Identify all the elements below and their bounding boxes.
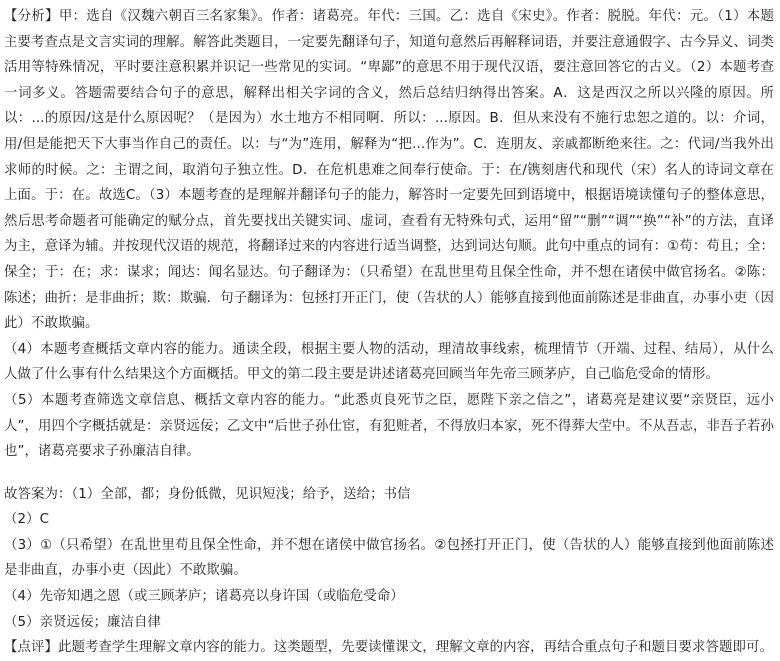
answer-4: （4）先帝知遇之恩（或三顾茅庐；诸葛亮以身许国（或临危受命） (4, 589, 404, 605)
analysis-paragraph-4: （4）本题考查概括文章内容的能力。通读全段，根据主要人物的活动，理清故事线索，梳理情节（开端、过程、结局），从什么人做了什么事有什么结果这个方面概括。甲文的第二段主要是讲述诸葛亮回顾当年先帝三顾茅庐，自己临危受命的情形。 (4, 341, 774, 383)
answer-5: （5）亲贤远佞；廉洁自律 (4, 614, 162, 630)
answer-3: （3）①（只希望）在乱世里苟且保全性命，并不想在诸侯中做官扬名。②包拯打开正门，使（告状的人）能够直接到他面前陈述是非曲直，办事小吏（因此）不敢欺骗。 (4, 537, 774, 579)
analysis-paragraph-1: 【分析】甲：选自《汉魏六朝百三名家集》。作者：诸葛亮。年代：三国。乙：选自《宋史》。作者：脱脱。年代：元。（1）本题主要考查点是文言实词的理解。解答此类题目，一定要先翻译句子，知道句意然后再解释词语，并要注意通假字、古今异义、词类活用等特殊情况，平时要注意积累并识记一些常见的实词。“卑鄙”的意思不用于现代汉语，要注意回答它的古义。（2）本题考查一词多义。答题需要结合句子的意思，解释出相关字词的含义，然后总结归纳得出答案。A．这是西汉之所以兴隆的原因。所以：...的原因/这是什么原因呢？（是因为）水土地方不相同啊．所以：...原因。B．但从来没有不施行忠恕之道的。以：介词，用/但是能把天下大事当作自己的责任。以：与“为”连用，解释为“把...作为”。C．连朋友、亲戚都断绝来往。之：代词/当我外出求师的时候。之：主谓之间，取消句子独立性。D．在危机患难之间奉行使命。于：在/镌刻唐代和现代（宋）名人的诗词文章在上面。于：在。故选C。（3）本题考查的是理解并翻译句子的能力，解答时一定要先回到语境中，根据语境读懂句子的整体意思，然后思考命题者可能确定的赋分点，首先要找出关键实词、虚词，查看有无特殊句式，运用“留”“删”“调”“换”“补”的方法，直译为主，意译为辅。并按现代汉语的规范，将翻译过来的内容进行适当调整，达到词达句顺。此句中重点的词有：①苟：苟且；全：保全；于：在；求：谋求；闻达：闻名显达。句子翻译为：（只希望）在乱世里苟且保全性命，并不想在诸侯中做官扬名。②陈：陈述；曲折：是非曲折；欺：欺骗．句子翻译为：包拯打开正门，使（告状的人）能够直接到他面前陈述是非曲直，办事小吏（因此）不敢欺骗。 (4, 9, 774, 332)
answer-2: （2）C (4, 512, 50, 528)
comment-paragraph: 【点评】此题考查学生理解文章内容的能力。这类题型，先要读懂课文，理解文章的内容，再结合重点句子和题目要求答题即可。 (4, 640, 773, 656)
answer-intro: 故答案为：（1）全部，都；身份低微，见识短浅；给予，送给；书信 (4, 486, 411, 502)
analysis-paragraph-5: （5）本题考查筛选文章信息、概括文章内容的能力。“此悉贞良死节之臣，愿陛下亲之信之”，诸葛亮是建议要“亲贤臣，远小人”，用四个字概括就是：亲贤远佞；乙文中“后世子孙仕宦，有犯赃者，不得放归本家，死不得葬大茔中。不从吾志，非吾子若孙也”，诸葛亮要求子孙廉洁自律。 (4, 392, 774, 460)
paragraph-gap (4, 465, 774, 482)
